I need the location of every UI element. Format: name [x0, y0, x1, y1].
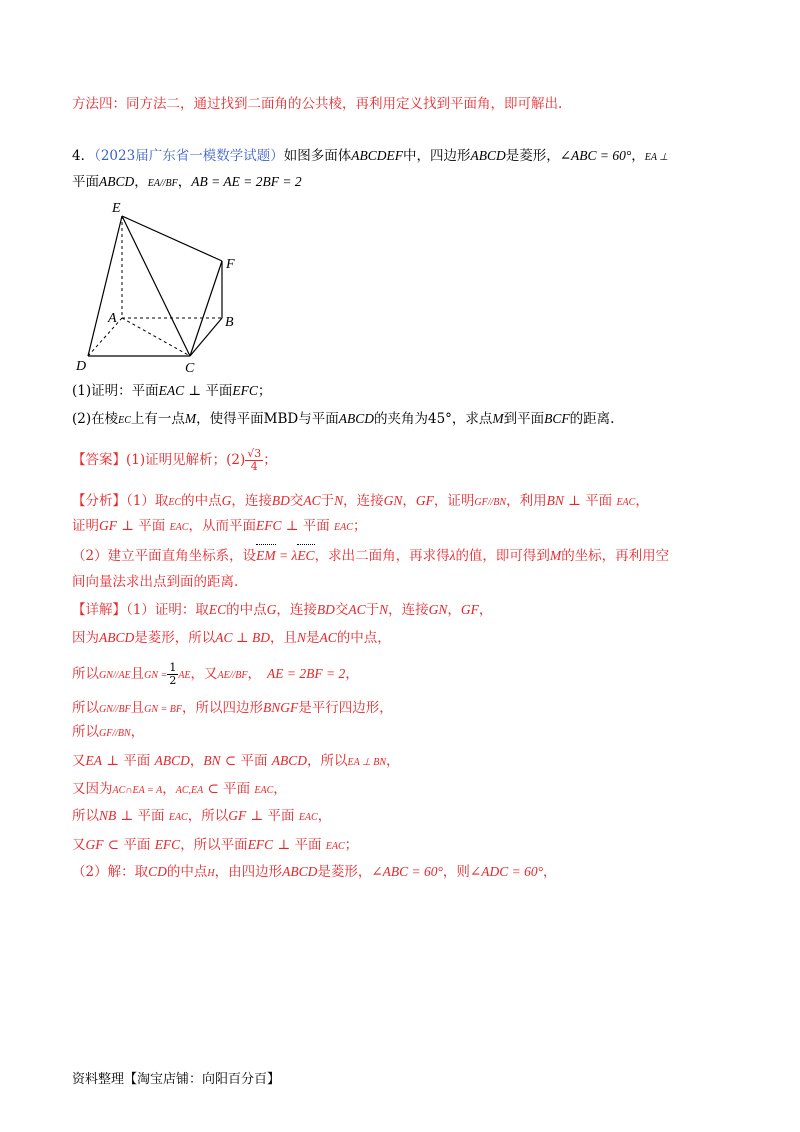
d-text: ； [344, 837, 359, 853]
fraction-denominator: 2 [169, 674, 177, 687]
d-math: EC [208, 602, 227, 617]
answer-denominator: 4 [250, 460, 258, 473]
edge-ED [88, 216, 122, 356]
p-text: 的距离. [569, 411, 615, 427]
p-text: (2)在棱 [72, 411, 119, 427]
label-C: C [185, 361, 195, 376]
a-math: BD [271, 493, 290, 508]
detail-line-8 [72, 806, 331, 828]
label-B: B [225, 315, 234, 330]
answer-numerator: √3 [247, 447, 262, 460]
q-text: ， [177, 174, 192, 190]
analysis-line-2 [72, 516, 366, 538]
d-math: EAC [168, 812, 188, 823]
d-text: ⊥ 平面 [102, 753, 155, 769]
detail-line-7 [72, 779, 287, 801]
a-math: AC [303, 493, 321, 508]
detail-line-10 [72, 862, 557, 884]
q-math: ABCDEF [351, 148, 403, 163]
p-math: EFC [232, 383, 258, 398]
d-text: 因为 [72, 630, 99, 646]
q-math: AB = AE = 2BF = 2 [191, 174, 302, 189]
p-text: 的夹角为 [373, 411, 428, 427]
d-text: ，所以平面 [180, 837, 248, 853]
d-text: 又 [72, 837, 86, 853]
d-text: 是平行四边形， [298, 700, 393, 716]
d-text: ⊂ 平面 [220, 753, 272, 769]
p-math: EAC [158, 383, 185, 398]
d-math: BN [203, 753, 221, 768]
detail-line-6 [72, 751, 400, 773]
q-text: 中，四边形 [402, 148, 471, 164]
analysis-line-3 [72, 546, 669, 566]
d-math: AC ⊥ BD [215, 630, 270, 645]
d-math: N [296, 630, 306, 645]
p-math: M [492, 411, 504, 426]
a-text: 证明 [72, 518, 99, 534]
d-text: 又 [72, 753, 86, 769]
a-math: EAC [169, 522, 189, 533]
d-text: ， [189, 753, 204, 769]
d-math: ABCD [154, 753, 190, 768]
analysis-line-4: 间向量法求出点到面的距离. [72, 574, 239, 590]
d-text: ， [345, 666, 359, 682]
answer-label: 【答案】 [72, 452, 126, 468]
label-F: F [226, 257, 235, 272]
d-math: AC∩EA = A [112, 785, 163, 796]
q-text: ， [134, 174, 148, 190]
a-text: ， [402, 493, 416, 509]
d-math: CD [148, 864, 167, 879]
p-math: BCF [544, 411, 570, 426]
page-footer: 资料整理【淘宝店铺：向阳百分百】 [72, 1072, 281, 1087]
d-text: 且 [130, 666, 145, 682]
d-text: ⊂ 平面 [203, 781, 255, 797]
question-line-2 [72, 172, 302, 194]
q-math: EA//BF [147, 178, 178, 189]
d-math: GN//BF [99, 704, 131, 715]
d-math: AC,EA [175, 785, 204, 796]
d-text: 的中点 [226, 602, 267, 618]
a-math: EFC [255, 518, 282, 533]
d-text: ， [273, 781, 287, 797]
d-math: ABCD [99, 630, 135, 645]
d-math: EAC [325, 841, 345, 852]
d-text: ⊥ 平面 [273, 837, 326, 853]
a-text: 交 [289, 493, 304, 509]
question-number: 4． [72, 148, 95, 164]
d-text: ，连接 [388, 602, 429, 618]
a-math: λ [449, 548, 456, 563]
d-text: ， [162, 781, 176, 797]
d-math: EAC [298, 812, 318, 823]
d-math: AC [319, 630, 337, 645]
p-text: 到平面 [503, 411, 545, 427]
d-math: G [266, 602, 277, 617]
p-text: (1)证明：平面 [72, 383, 159, 399]
d-math: ∠ABC = 60° [371, 864, 443, 879]
d-math: EFC [247, 837, 274, 852]
answer-fraction [245, 448, 263, 473]
d-text: ，所以四边形 [182, 700, 264, 716]
vector-EC: EC [297, 546, 314, 566]
a-text: 的中点 [181, 493, 222, 509]
part-2 [72, 409, 614, 431]
d-math: ABCD [271, 753, 308, 768]
d-math: GF//BN [99, 728, 131, 739]
q-text: 平面 [72, 174, 99, 190]
d-text: ⊂ 平面 [103, 837, 155, 853]
p-math: ABCD [338, 411, 374, 426]
d-math: AE [178, 670, 191, 681]
detail-fraction [167, 662, 178, 687]
a-text: ⊥ 平面 [281, 518, 335, 534]
d-math: H [207, 868, 215, 879]
p-math: M [184, 411, 197, 426]
d-text: ， [317, 808, 332, 824]
a-math: EC [168, 497, 182, 508]
detail-line-9 [72, 835, 358, 857]
d-math: GF [228, 808, 247, 823]
d-math: EFC [154, 837, 181, 852]
detail-line-5 [72, 722, 144, 744]
a-math: M [549, 548, 562, 563]
d-text: ，且 [269, 630, 297, 646]
d-text: ，所以 [307, 753, 348, 769]
d-math: EA [85, 753, 102, 768]
q-text: ， [631, 148, 645, 164]
edge-EC [122, 216, 190, 356]
d-text: 所以 [72, 666, 99, 682]
a-math: EAC [334, 522, 353, 533]
answer-line [72, 448, 277, 473]
edge-EF [122, 216, 222, 261]
fraction-numerator: 1 [169, 661, 177, 674]
d-text: 交 [334, 602, 349, 618]
d-math: AE//BF [217, 670, 248, 681]
edge-CB [190, 318, 222, 356]
d-text: 所以 [72, 700, 99, 716]
edge-AC-hidden [122, 318, 190, 356]
d-text: 的中点， [336, 630, 391, 646]
a-math: GF//BN [474, 497, 507, 508]
d-text: ，又 [190, 666, 218, 682]
a-text: ，从而平面 [188, 518, 256, 534]
polyhedron-figure [72, 196, 252, 376]
p-text: ； [257, 383, 272, 399]
q-math: ABCD [99, 174, 135, 189]
detail-line-3 [72, 662, 359, 687]
d-text: 于 [365, 602, 380, 618]
d-text: 且 [130, 700, 145, 716]
d-text: ， [543, 864, 557, 880]
a-math: N [334, 493, 344, 508]
d-math: BNGF [263, 700, 299, 715]
p-math: 45° [427, 411, 452, 427]
d-math: GN [428, 602, 448, 617]
d-text: 又因为 [72, 781, 113, 797]
a-text: ，求出二面角，再求得 [314, 548, 450, 564]
a-text: 于 [320, 493, 335, 509]
q-math: EA ⊥ [644, 152, 669, 163]
d-text: ，连接 [276, 602, 317, 618]
detail-line-2 [72, 628, 391, 648]
d-math: GN = [144, 670, 168, 681]
a-text: 的坐标，再利用空 [561, 548, 670, 564]
a-text: （2）建立平面直角坐标系，设 [72, 548, 257, 564]
a-math: GF [99, 518, 117, 533]
label-E: E [112, 201, 121, 216]
d-text: （2）解：取 [72, 864, 149, 880]
p-math: EC [118, 415, 131, 426]
d-text: ，所以 [187, 808, 229, 824]
answer-text: ； [263, 452, 277, 468]
d-math: EAC [254, 785, 274, 796]
part-1 [72, 381, 271, 401]
a-text: ，连接 [343, 493, 384, 509]
d-math: N [379, 602, 389, 617]
d-math: AE = 2BF = 2 [267, 666, 346, 681]
d-math: BD [316, 602, 335, 617]
method-four-text: 方法四：同方法二，通过找到二面角的公共棱，再利用定义找到平面角，即可解出. [72, 96, 563, 112]
d-math: EA ⊥ BN [347, 757, 387, 768]
a-text: ， [635, 493, 649, 509]
d-text: ， [478, 602, 493, 618]
question-line-1 [72, 146, 668, 168]
vector-EM: EM [256, 546, 276, 566]
d-text: 是 [305, 630, 320, 646]
detail-label: 【详解】 [72, 602, 126, 618]
d-math: NB [99, 808, 117, 823]
d-text: ， [447, 602, 461, 618]
q-text: 是菱形， [505, 148, 560, 164]
p-text: 平面 [205, 383, 233, 399]
d-math: GF [85, 837, 104, 852]
d-text: 所以 [72, 724, 99, 740]
d-math: GF [460, 602, 479, 617]
d-text: ⊥ 平面 [116, 808, 169, 824]
d-text: ， [386, 753, 400, 769]
p-text: ⊥ [184, 383, 206, 399]
q-text: 如图多面体 [283, 148, 352, 164]
p-text: ，使得平面 [196, 411, 264, 427]
label-D: D [76, 359, 87, 374]
detail-line-1 [72, 600, 492, 620]
a-text: ； [352, 518, 367, 534]
a-text: 的值，即可得到 [455, 548, 550, 564]
a-math: G [221, 493, 232, 508]
question-source[interactable]: （2023届广东省一模数学试题） [94, 148, 284, 164]
d-text: ， [247, 666, 262, 682]
a-text: ⊥ 平面 [563, 493, 617, 509]
a-math: GF [415, 493, 434, 508]
d-text: ，则 [442, 864, 470, 880]
d-text: ， [130, 724, 145, 740]
d-math: ABCD [282, 864, 318, 879]
a-text: ，连接 [231, 493, 272, 509]
detail-line-4 [72, 698, 393, 720]
analysis-line-1 [72, 491, 649, 513]
edge-CF [190, 261, 222, 356]
label-A: A [108, 311, 117, 326]
p-text: ，求点 [451, 411, 493, 427]
a-math: = λ [275, 548, 298, 563]
q-math: ABCD [470, 148, 506, 163]
d-math: AC [348, 602, 366, 617]
d-math: ∠ADC = 60° [469, 864, 543, 879]
d-math: GN = BF [144, 704, 183, 715]
analysis-label: 【分析】 [72, 493, 126, 509]
d-text: ⊥ 平面 [246, 808, 299, 824]
d-text: （1）证明：取 [126, 602, 209, 618]
d-text: 所以 [72, 808, 99, 824]
a-math: GN [383, 493, 403, 508]
d-text: 是菱形，所以 [134, 630, 216, 646]
p-text: 上有一点 [130, 411, 185, 427]
a-math: EAC [616, 497, 636, 508]
p-text: 与平面 [298, 411, 339, 427]
d-text: 是菱形， [317, 864, 372, 880]
d-text: 的中点 [166, 864, 208, 880]
a-text: （1）取 [126, 493, 169, 509]
d-math: GN//AE [99, 670, 131, 681]
q-math: ∠ABC = 60° [559, 148, 632, 163]
p-math: MBD [263, 411, 299, 427]
a-math: BN [546, 493, 564, 508]
d-text: ，由四边形 [214, 864, 283, 880]
answer-text: (1)证明见解析；(2) [126, 452, 246, 468]
a-text: ，证明 [433, 493, 475, 509]
a-text: ，利用 [506, 493, 547, 509]
a-text: ⊥ 平面 [117, 518, 170, 534]
